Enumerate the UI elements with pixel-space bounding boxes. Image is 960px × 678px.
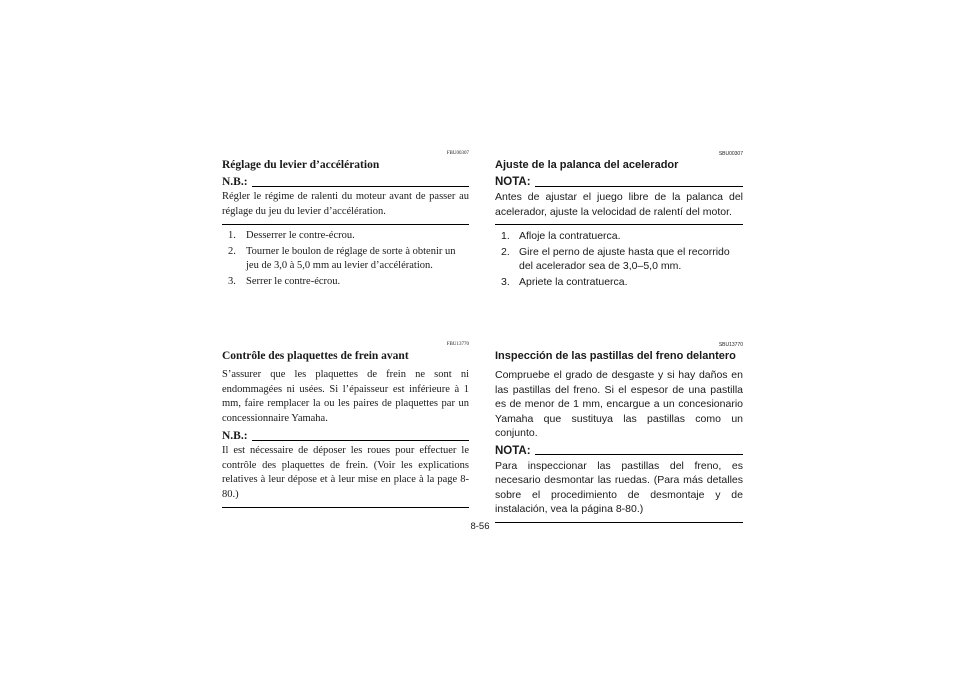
note-header (222, 176, 469, 188)
note-header (222, 430, 469, 442)
section-title: Réglage du levier d’accélération (222, 159, 380, 171)
note-end-divider (222, 224, 469, 225)
note-label: NOTA: (495, 444, 531, 457)
right-section-throttle (495, 150, 743, 290)
note-label: N.B.: (222, 176, 248, 188)
steps-list (495, 229, 743, 289)
step-item (228, 275, 469, 290)
reference-code: SBU13770 (718, 342, 743, 348)
note-text: Antes de ajustar el juego libre de la palanca del acelerador, ajuste la velocidad de ralentí del motor. (495, 191, 743, 218)
step-item (501, 229, 743, 244)
step-item (228, 229, 469, 244)
step-item (228, 245, 469, 274)
reference-code: SBU00307 (718, 151, 743, 157)
section-title: Ajuste de la palanca del acelerador (495, 159, 679, 171)
section-body: Compruebe el grado de desgaste y si hay daños en las pastillas del freno. Si el espesor de una pastilla es de menor de 1 mm, encargue a un concesionario Yamaha que sustituya las pastillas como un conjunto. (495, 369, 743, 439)
note-text: Para inspeccionar las pastillas del freno, es necesario desmontar las ruedas. (Para más detalles sobre el procedimiento de desmontaje y de instalación, vea la página 8-80.) (495, 459, 743, 515)
note-header (495, 445, 743, 457)
step-text: Afloje la contratuerca. (519, 230, 621, 242)
left-section-throttle (222, 150, 469, 290)
step-text: Apriete la contratuerca. (519, 275, 628, 288)
reference-code: FBU00307 (446, 151, 469, 156)
note-label: N.B.: (222, 430, 248, 442)
note-end-divider (495, 224, 743, 225)
section-title: Inspección de las pastillas del freno delantero (495, 350, 736, 362)
section-body: S’assurer que les plaquettes de frein ne sont ni endommagées ni usées. Si l’épaisseur est inférieure à 1 mm, faire remplacer la ou les paires de plaquettes par un concessionnaire Yamaha. (222, 369, 469, 424)
note-divider (535, 454, 743, 455)
step-number: 2. (228, 245, 236, 257)
step-number: 1. (228, 230, 236, 241)
note-divider (252, 186, 469, 187)
step-item (501, 245, 743, 274)
note-label: NOTA: (495, 176, 531, 188)
step-number: 3. (501, 275, 510, 288)
note-text: Il est nécessaire de déposer les roues pour effectuer le contrôle des plaquettes de frein. (Voir les explications relatives à leur dépose et à leur mise en place à la page 8-80.) (222, 445, 469, 500)
reference-code: FBU13770 (446, 342, 469, 347)
section-title: Contrôle des plaquettes de frein avant (222, 350, 409, 362)
step-text: Serrer le contre-écrou. (246, 275, 341, 287)
steps-list (222, 229, 469, 289)
step-item (501, 275, 743, 290)
note-header (495, 176, 743, 188)
note-divider (252, 440, 469, 441)
step-text: Desserrer le contre-écrou. (246, 230, 355, 241)
step-number: 3. (228, 275, 236, 287)
note-text: Régler le régime de ralenti du moteur avant de passer au réglage du jeu du levier d’accélération. (222, 191, 469, 217)
step-text: Tourner le boulon de réglage de sorte à obtenir un jeu de 3,0 à 5,0 mm au levier d’accélération. (246, 245, 456, 271)
left-section-brake-pads (222, 341, 469, 508)
step-text: Gire el perno de ajuste hasta que el recorrido del acelerador sea de 3,0–5,0 mm. (519, 245, 730, 272)
note-end-divider (222, 507, 469, 508)
page-number: 8-56 (470, 521, 490, 532)
note-divider (535, 186, 743, 187)
step-number: 2. (501, 245, 510, 258)
step-number: 1. (501, 230, 510, 242)
right-section-brake-pads (495, 341, 743, 523)
